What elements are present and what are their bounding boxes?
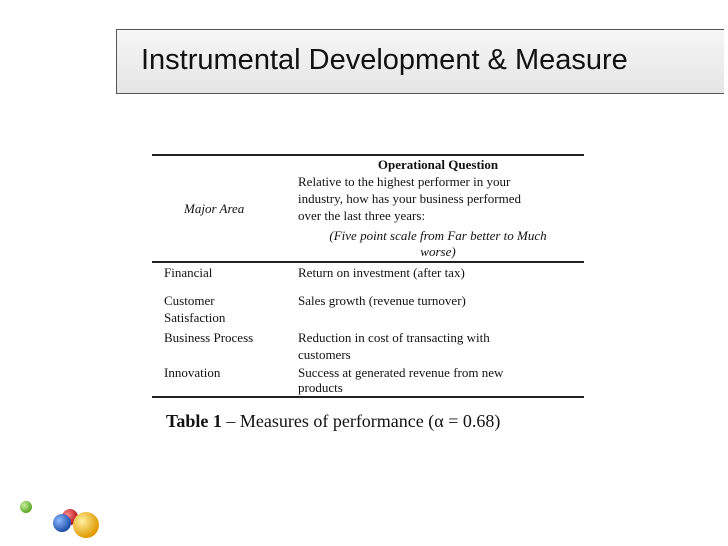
header-question-line2: industry, how has your business performed xyxy=(298,191,522,206)
table-header-rule xyxy=(152,261,584,263)
slide-title: Instrumental Development & Measure xyxy=(141,44,628,76)
table-caption-text: – Measures of performance (α = 0.68) xyxy=(221,411,501,431)
table-caption-label: Table 1 xyxy=(166,411,222,431)
row-financial-area: Financial xyxy=(164,265,213,280)
row-customer-question: Sales growth (revenue turnover) xyxy=(298,293,466,308)
header-scale-line2: worse) xyxy=(420,244,456,259)
row-business-process-question-line2: customers xyxy=(298,347,351,362)
colored-spheres-logo-icon xyxy=(10,495,110,543)
table-caption xyxy=(166,411,500,432)
row-financial-question: Return on investment (after tax) xyxy=(298,265,465,280)
slide-title-banner xyxy=(116,29,724,94)
row-business-process-question-line1: Reduction in cost of transacting with xyxy=(298,330,490,345)
header-question-line3: over the last three years: xyxy=(298,208,426,223)
row-customer-area-line2: Satisfaction xyxy=(164,310,226,325)
row-business-process-area: Business Process xyxy=(164,330,254,345)
row-innovation-area: Innovation xyxy=(164,365,221,380)
header-question-line1: Relative to the highest performer in your xyxy=(298,174,511,189)
row-innovation-question-line2: products xyxy=(298,380,343,395)
header-major-area: Major Area xyxy=(184,201,245,216)
table-bottom-rule xyxy=(152,396,584,398)
row-customer-area-line1: Customer xyxy=(164,293,215,308)
row-innovation-question-line1: Success at generated revenue from new xyxy=(298,365,504,380)
header-operational-question: Operational Question xyxy=(377,157,499,172)
header-scale-line1: (Five point scale from Far better to Much xyxy=(329,228,547,243)
table-top-rule xyxy=(152,154,584,156)
